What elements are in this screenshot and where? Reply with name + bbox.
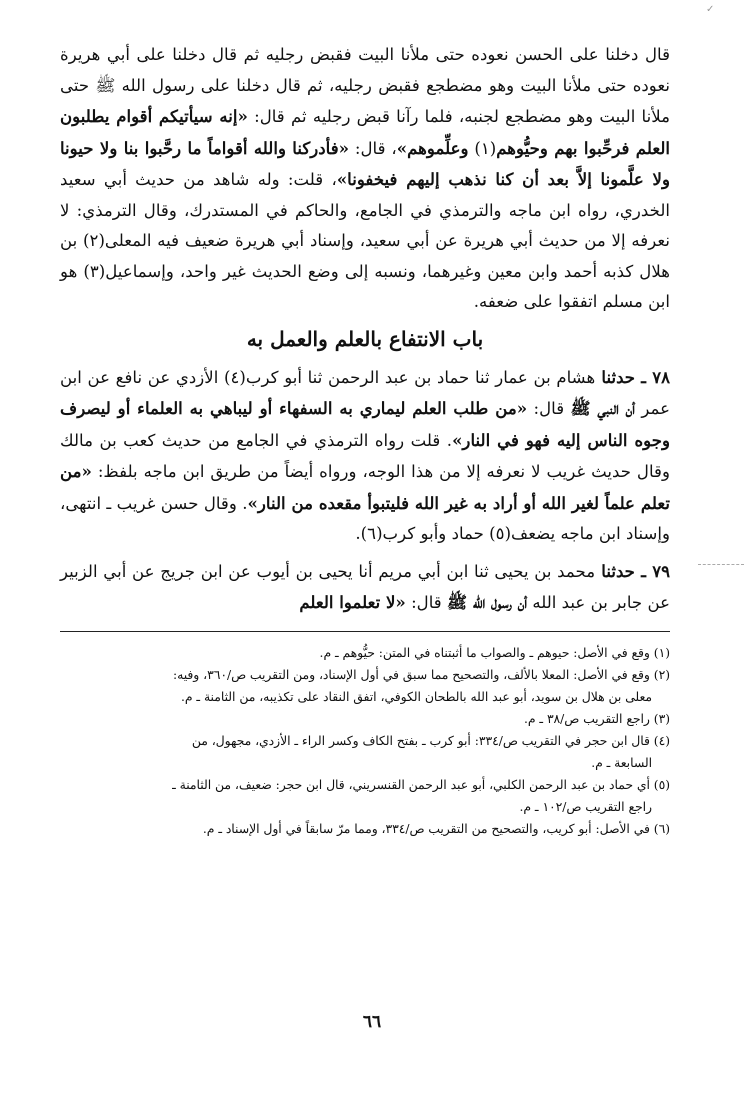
footnote: (٢) وقع في الأصل: المعلا بالألف، والتصحيح مما سبق في أول الإسناد، ومن التقريب ص/٣٦٠، وفيه: — [172, 667, 670, 682]
footnote: (٦) في الأصل: أبو كريب، والتصحيح من التقريب ص/٣٣٤، ومما مرّ سابقاً في أول الإسناد ـ م. — [202, 821, 670, 836]
footnote-separator — [60, 631, 670, 632]
intro-text-segment: ، قال: — [349, 138, 397, 158]
footnote: راجع التقريب ص/١٠٢ ـ م. — [519, 799, 652, 814]
footnote: (٣) راجع التقريب ص/٣٨ ـ م. — [523, 711, 670, 726]
intro-text-segment: ، قلت: وله شاهد من حديث أبي سعيد الخدري، رواه ابن ماجه والترمذي في الجامع، والحاكم في المستدرك، وقال الترمذي: لا نعرفه إلا من حديث أبي هريرة عن أبي سعيد، وإسناد أبي هريرة ضعيف فيه المعلى(٢) بن هلال كذبه أحمد وابن معين وغيرهما، ونسبه إلى وضع الحديث غير واحد، وإسماعيل(٣) هو ابن مسلم اتفقوا على ضعفه. — [60, 170, 671, 311]
footnote: (١) وقع في الأصل: حيوهم ـ والصواب ما أثبتناه في المتن: حيُّوهم ـ م. — [319, 645, 670, 660]
hadith-78-text-segment: قال: — [527, 399, 571, 418]
intro-text-segment: «إنه سيأتيكم أقوام يطلبون العلم فرحِّبوا بهم وحيُّوهم — [60, 106, 671, 158]
chapter-heading: باب الانتفاع بالعلم والعمل به — [246, 326, 484, 351]
hadith-79-text-segment: قال: — [405, 593, 447, 612]
page-number: ٦٦ — [362, 1012, 382, 1032]
hadith-78-text-segment: «من طلب العلم ليماري به السفهاء أو ليباهي به العلماء أو ليصرف وجوه الناس إليه فهو في النار» — [60, 398, 670, 450]
hadith-79 — [60, 556, 670, 619]
hadith-79-text-segment: ٧٩ ـ حدثنا — [595, 560, 671, 581]
hadith-79-text-segment: أن رسول الله ﷺ — [447, 592, 528, 612]
intro-text-segment: (١) — [468, 138, 497, 158]
intro-text-segment: وعلِّموهم» — [396, 137, 469, 158]
hadith-78-text-segment: ٧٨ ـ حدثنا — [595, 366, 671, 387]
intro-paragraph — [60, 40, 670, 318]
footnotes — [60, 642, 670, 840]
footnote: (٤) قال ابن حجر في التقريب ص/٣٣٤: أبو كرب ـ بفتح الكاف وكسر الراء ـ الأزدي، مجهول، من — [191, 733, 670, 748]
hadith-78 — [60, 362, 670, 550]
intro-text-segment: قال دخلنا على الحسن نعوده حتى ملأنا البيت فقبض رجليه ثم قال دخلنا على أبي هريرة نعوده حتى ملأنا البيت وهو مضطجع فقبض رجليه، ثم قال دخلنا على رسول الله ﷺ حتى ملأنا البيت وهو مضطجع لجنبه، فلما رآنا قبض رجليه ثم قال: — [60, 45, 670, 126]
hadith-78-text-segment: هشام بن عمار ثنا حماد بن عبد الرحمن ثنا أبو كرب(٤) الأزدي عن نافع عن ابن عمر — [60, 367, 670, 418]
footnote: (٥) أي حماد بن عبد الرحمن الكلبي، أبو عبد الرحمن القنسريني، قال ابن حجر: ضعيف، من الثامنة ـ — [172, 777, 670, 792]
hadith-78-text-segment: «من تعلم علماً لغير الله أو أراد به غير الله فليتبوأ مقعده من النار» — [60, 461, 670, 513]
corner-mark: ✓ — [706, 4, 715, 15]
hadith-78-text-segment: . قلت رواه الترمذي في الجامع من حديث كعب بن مالك وقال حديث غريب لا نعرفه إلا من هذا الوجه، ورواه أيضاً من طريق ابن ماجه بلفظ: — [60, 430, 670, 481]
footnote: معلى بن هلال بن سويد، أبو عبد الله بالطحان الكوفي، اتفق النقاد على تكذيبه، من الثامنة ـ م. — [181, 689, 652, 704]
footnote: السابعة ـ م. — [591, 755, 652, 770]
hadith-79-text-segment: محمد بن يحيى ثنا ابن أبي مريم أنا يحيى بن أيوب عن ابن جريج عن أبي الزبير عن جابر بن عبد الله — [60, 561, 670, 612]
hadith-79-text-segment: «لا تعلموا العلم — [299, 592, 406, 612]
hadith-78-text-segment: . وقال حسن غريب ـ انتهى، وإسناد ابن ماجه يضعف(٥) حماد وأبو كرب(٦). — [60, 493, 670, 543]
margin-dash — [698, 564, 744, 565]
hadith-78-text-segment: أن النبي ﷺ — [570, 398, 635, 418]
page-body — [60, 40, 670, 840]
intro-text-segment: «فأدركنا والله أقواماً ما رحَّبوا بنا ولا حيونا ولا علَّمونا إلاَّ بعد أن كنا نذهب إليهم فيخفونا» — [60, 137, 671, 189]
